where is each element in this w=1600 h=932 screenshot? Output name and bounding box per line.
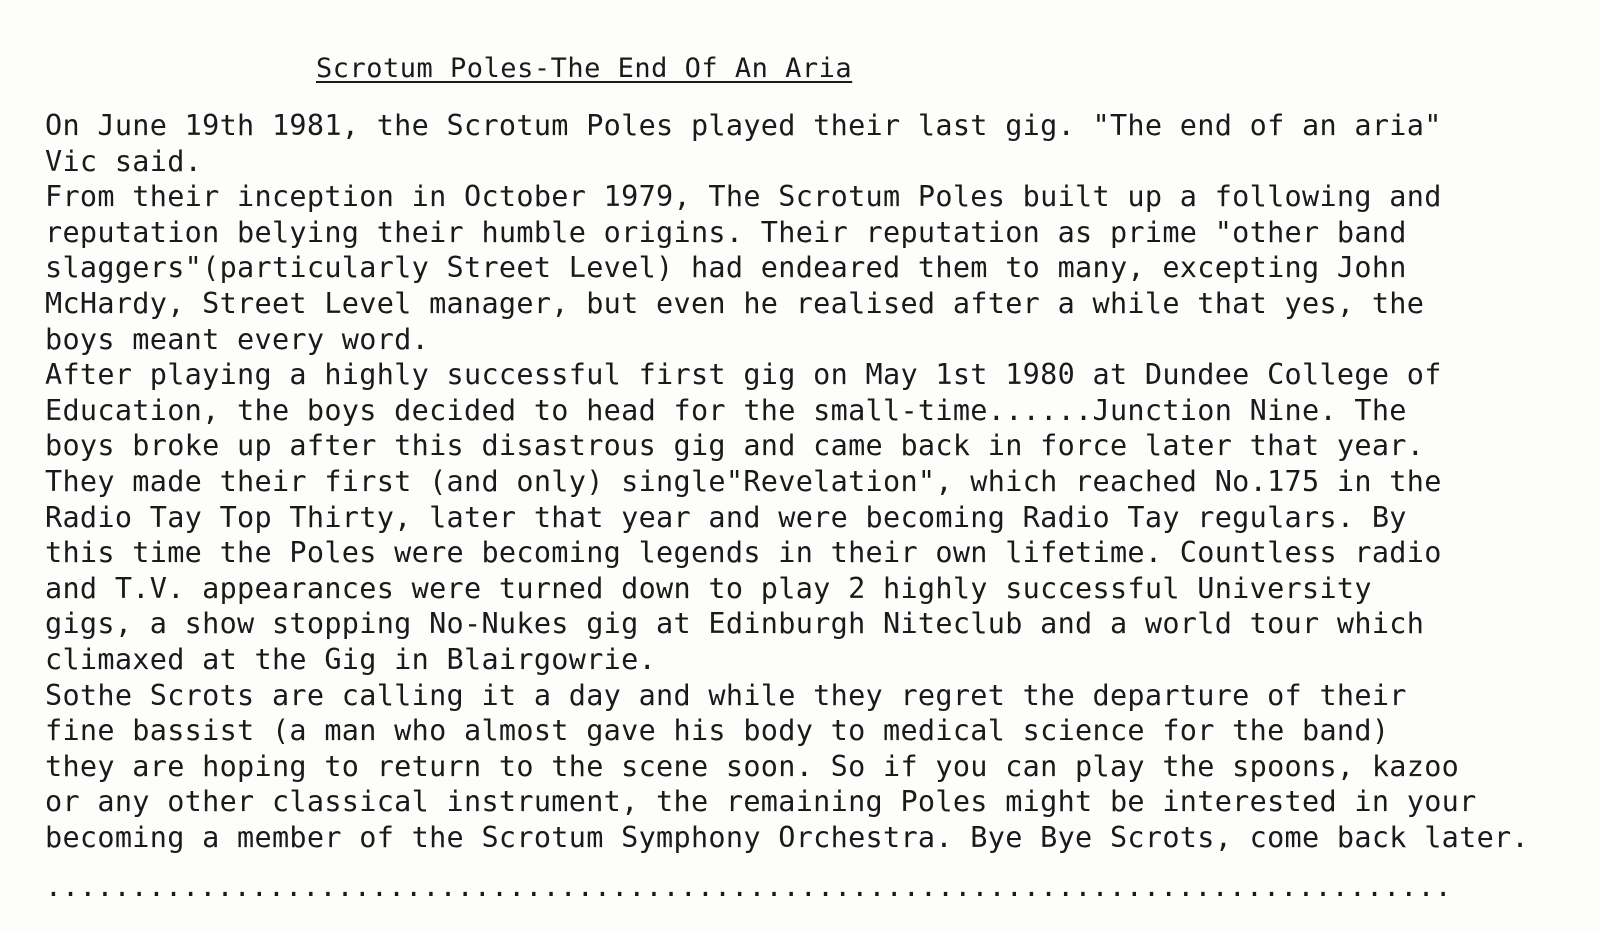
body-line: boys broke up after this disastrous gig and came back in force later that year. bbox=[45, 429, 1425, 463]
body-line: or any other classical instrument, the remaining Poles might be interested in your bbox=[45, 785, 1477, 819]
body-line: Sothe Scrots are calling it a day and while they regret the departure of their bbox=[45, 678, 1407, 712]
body-line: Education, the boys decided to head for the small-time......Junction Nine. The bbox=[45, 393, 1407, 427]
body-line: McHardy, Street Level manager, but even he realised after a while that yes, the bbox=[45, 286, 1425, 320]
body-line: boys meant every word. bbox=[45, 322, 430, 356]
article-body bbox=[45, 108, 1585, 855]
body-line: this time the Poles were becoming legends in their own lifetime. Countless radio bbox=[45, 536, 1442, 570]
body-line: becoming a member of the Scrotum Symphony Orchestra. Bye Bye Scrots, come back later. bbox=[45, 820, 1529, 854]
body-line: reputation belying their humble origins. Their reputation as prime "other band bbox=[45, 215, 1407, 249]
body-line: After playing a highly successful first gig on May 1st 1980 at Dundee College of bbox=[45, 358, 1442, 392]
body-line: slaggers"(particularly Street Level) had endeared them to many, excepting John bbox=[45, 251, 1407, 285]
body-line: and T.V. appearances were turned down to play 2 highly successful University bbox=[45, 571, 1372, 605]
body-line: From their inception in October 1979, The Scrotum Poles built up a following and bbox=[45, 180, 1442, 214]
body-line: Vic said. bbox=[45, 144, 203, 178]
body-line: They made their first (and only) single"Revelation", which reached No.175 in the bbox=[45, 464, 1442, 498]
article-title: Scrotum Poles-The End Of An Aria bbox=[316, 53, 853, 84]
body-line: On June 19th 1981, the Scrotum Poles played their last gig. "The end of an aria" bbox=[45, 109, 1442, 142]
body-line: fine bassist (a man who almost gave his body to medical science for the band) bbox=[45, 714, 1390, 748]
body-line: climaxed at the Gig in Blairgowrie. bbox=[45, 642, 657, 676]
body-line: Radio Tay Top Thirty, later that year and were becoming Radio Tay regulars. By bbox=[45, 500, 1407, 534]
dotted-divider: .................................................................................. bbox=[45, 870, 1452, 903]
body-line: gigs, a show stopping No-Nukes gig at Edinburgh Niteclub and a world tour which bbox=[45, 607, 1425, 641]
body-line: they are hoping to return to the scene soon. So if you can play the spoons, kazoo bbox=[45, 749, 1460, 783]
